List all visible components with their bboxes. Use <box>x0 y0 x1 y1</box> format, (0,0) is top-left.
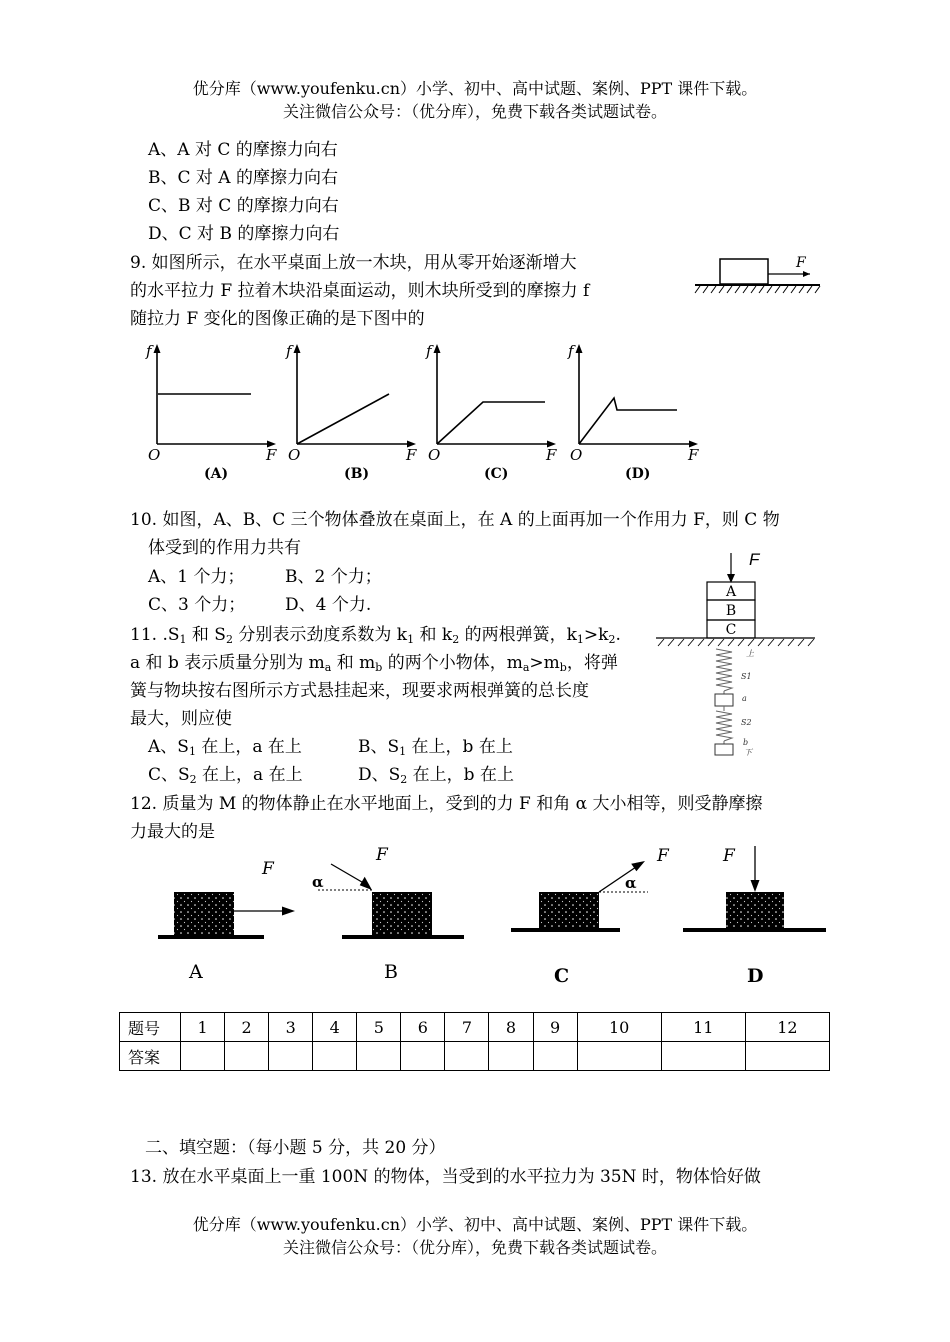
q11-bottom-label: 下 <box>744 748 752 757</box>
q11-a-label: a <box>742 694 747 703</box>
q11-option-a: A、$S_1$ 在上，a 在上 <box>148 737 302 758</box>
question-number-cell: 3 <box>269 1013 313 1042</box>
q8-option-a: A、A 对 C 的摩擦力向右 <box>148 140 338 160</box>
q10-block-c: C <box>725 622 737 638</box>
q12-a-force: F <box>262 859 274 879</box>
q10-line-1: 10. 如图，A、B、C 三个物体叠放在桌面上，在 A 的上面再加一个作用力 F，则 C 物 <box>130 510 780 530</box>
question-number-cell: 12 <box>745 1013 829 1042</box>
q12-figure-d <box>683 846 826 987</box>
q9-block-figure <box>690 250 825 300</box>
q12-a-caption: A <box>189 961 203 983</box>
question-number-cell: 5 <box>357 1013 401 1042</box>
footer-line-2: 关注微信公众号：（优分库），免费下载各类试题试卷。 <box>282 1238 667 1257</box>
q10-force-label: F <box>749 550 760 569</box>
graph-b-origin: O <box>288 446 301 464</box>
q12-figure-c <box>511 846 670 987</box>
answer-table <box>119 1012 830 1071</box>
header-line-1: 优分库（www.youfenku.cn）小学、初中、高中试题、案例、PPT 课件下载。 <box>192 79 758 98</box>
answer-cell <box>745 1042 829 1071</box>
q10-stack-figure <box>650 545 820 660</box>
answer-cell <box>445 1042 489 1071</box>
answer-cell <box>225 1042 269 1071</box>
q8-option-b: B、C 对 A 的摩擦力向右 <box>148 168 338 188</box>
graph-d-x-label: F <box>688 446 699 464</box>
q12-line-2: 力最大的是 <box>130 822 215 842</box>
q8-option-d: D、C 对 B 的摩擦力向右 <box>148 224 340 244</box>
graph-d-caption: (D) <box>625 466 651 482</box>
header-line-2: 关注微信公众号：（优分库），免费下载各类试题试卷。 <box>282 102 667 121</box>
graph-b-x-label: F <box>406 446 417 464</box>
q11-line-1: 11. $.S_1$ 和 $S_2$ 分别表示劲度系数为 $k_1$ 和 $k_2$ 的两根弹簧，$k_1>k_2$. <box>130 625 621 646</box>
section-2-title: 二、填空题：（每小题 5 分，共 20 分） <box>145 1138 446 1158</box>
question-number-cell: 2 <box>225 1013 269 1042</box>
graph-b <box>285 342 417 482</box>
answer-cell <box>401 1042 445 1071</box>
answer-cell <box>357 1042 401 1071</box>
graph-c-origin: O <box>428 446 441 464</box>
q9-line-1: 9. 如图所示，在水平桌面上放一木块，用从零开始逐渐增大 <box>130 253 577 273</box>
answer-cell <box>661 1042 745 1071</box>
graph-c <box>425 342 557 482</box>
q12-c-angle: α <box>625 874 637 892</box>
q10-option-d: D、4 个力. <box>285 595 372 615</box>
row-label-answers: 答案 <box>120 1042 181 1071</box>
q11-spring-figure <box>700 645 770 757</box>
q11-b-label: b <box>743 738 749 747</box>
question-number-cell: 8 <box>489 1013 533 1042</box>
graph-d-curve <box>579 398 677 444</box>
q11-line-4: 最大，则应使 <box>130 709 232 729</box>
question-number-cell: 4 <box>313 1013 357 1042</box>
graph-a <box>145 342 277 482</box>
graph-c-caption: (C) <box>484 466 509 482</box>
q11-option-c: C、$S_2$ 在上，a 在上 <box>148 765 303 786</box>
q12-d-caption: D <box>747 965 764 987</box>
question-number-cell: 7 <box>445 1013 489 1042</box>
answer-cell <box>313 1042 357 1071</box>
q12-c-caption: C <box>554 965 570 987</box>
q12-figure-b <box>312 845 464 983</box>
graph-a-caption: (A) <box>204 466 229 482</box>
q13-line-1: 13. 放在水平桌面上一重 100N 的物体，当受到的水平拉力为 35N 时，物体恰好做 <box>130 1167 761 1187</box>
q11-option-b: B、$S_1$ 在上，b 在上 <box>358 737 513 758</box>
graph-d-y-label: f <box>568 342 574 360</box>
q8-option-c: C、B 对 C 的摩擦力向右 <box>148 196 339 216</box>
graph-a-x-label: F <box>266 446 277 464</box>
graph-a-y-label: f <box>146 342 152 360</box>
q9-force-label: F <box>796 255 806 271</box>
q10-option-b: B、2 个力； <box>285 567 382 587</box>
q11-top-label: 上 <box>746 649 754 658</box>
question-number-cell: 6 <box>401 1013 445 1042</box>
q12-figure-a <box>158 859 295 983</box>
q10-line-2: 体受到的作用力共有 <box>148 538 301 558</box>
q11-line-2: a 和 b 表示质量分别为 $m_a$ 和 $m_b$ 的两个小物体，$m_a>m_b$，将弹 <box>130 653 618 674</box>
graph-d-origin: O <box>570 446 583 464</box>
q9-line-3: 随拉力 F 变化的图像正确的是下图中的 <box>130 309 425 329</box>
graph-b-caption: (B) <box>344 466 370 482</box>
q11-s2-label: S2 <box>741 718 752 727</box>
q10-option-c: C、3 个力； <box>148 595 246 615</box>
q12-c-force: F <box>657 846 669 866</box>
answer-cell <box>181 1042 225 1071</box>
answer-cell <box>533 1042 577 1071</box>
q12-b-force: F <box>376 845 388 865</box>
q10-block-b: B <box>725 603 737 619</box>
graph-b-y-label: f <box>286 342 292 360</box>
q12-figures <box>130 840 840 990</box>
graph-d <box>567 342 699 482</box>
q11-s1-label: S1 <box>741 672 752 681</box>
graph-c-x-label: F <box>546 446 557 464</box>
table-row-answers <box>120 1042 830 1071</box>
q12-line-1: 12. 质量为 M 的物体静止在水平地面上，受到的力 F 和角 α 大小相等，则受静摩擦 <box>130 794 763 814</box>
answer-cell <box>269 1042 313 1071</box>
answer-cell <box>489 1042 533 1071</box>
answer-cell <box>577 1042 661 1071</box>
q12-d-force: F <box>723 846 735 866</box>
q10-block-a: A <box>725 584 737 600</box>
q11-line-3: 簧与物块按右图所示方式悬挂起来，现要求两根弹簧的总长度 <box>130 681 589 701</box>
graph-b-curve <box>297 394 389 444</box>
q10-option-a: A、1 个力； <box>148 567 245 587</box>
footer-line-1: 优分库（www.youfenku.cn）小学、初中、高中试题、案例、PPT 课件下载。 <box>192 1215 758 1234</box>
row-label-numbers: 题号 <box>120 1013 181 1042</box>
q12-b-caption: B <box>384 961 398 983</box>
graph-a-origin: O <box>148 446 161 464</box>
q9-graphs <box>130 338 710 490</box>
question-number-cell: 11 <box>661 1013 745 1042</box>
q9-line-2: 的水平拉力 F 拉着木块沿桌面运动，则木块所受到的摩擦力 f <box>130 281 590 301</box>
q11-option-d: D、$S_2$ 在上，b 在上 <box>358 765 514 786</box>
table-row-numbers <box>120 1013 830 1042</box>
question-number-cell: 9 <box>533 1013 577 1042</box>
graph-c-y-label: f <box>426 342 432 360</box>
question-number-cell: 1 <box>181 1013 225 1042</box>
question-number-cell: 10 <box>577 1013 661 1042</box>
graph-c-curve <box>437 402 545 444</box>
q12-b-angle: α <box>312 873 324 891</box>
